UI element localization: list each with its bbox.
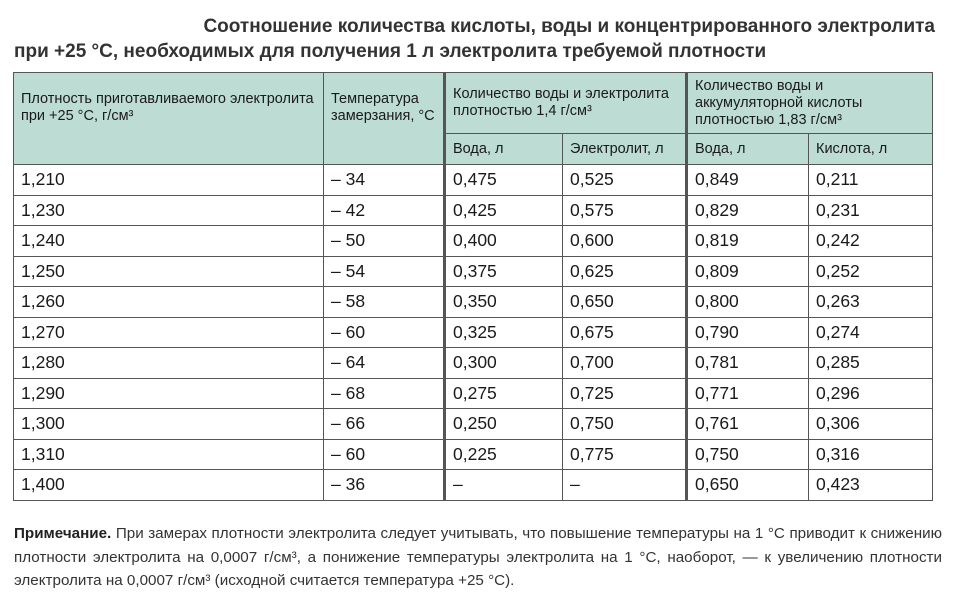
cell-acid: 0,242 <box>809 226 933 257</box>
table-row <box>14 256 933 287</box>
table-row <box>14 439 933 470</box>
cell-water-1: 0,225 <box>445 439 563 470</box>
cell-water-1: 0,325 <box>445 317 563 348</box>
note-text: При замерах плотности электролита следует учитывать, что повышение температуры на 1 °С приводит к снижению плотности электролита на 0,0007 г/см³, а понижение температуры электролита на 1 °С, наоборот, — к увеличению плотности электролита на 0,0007 г/см³ (исходной считается температура +25 °С). <box>14 525 942 589</box>
cell-electrolyte: 0,725 <box>563 378 687 409</box>
cell-freeze-temp: – 66 <box>324 409 445 440</box>
cell-water-2: 0,819 <box>687 226 809 257</box>
cell-acid: 0,231 <box>809 195 933 226</box>
header-electrolyte: Электролит, л <box>563 134 687 165</box>
cell-electrolyte: 0,600 <box>563 226 687 257</box>
cell-water-2: 0,800 <box>687 287 809 318</box>
cell-acid: 0,274 <box>809 317 933 348</box>
cell-electrolyte: 0,575 <box>563 195 687 226</box>
cell-acid: 0,296 <box>809 378 933 409</box>
table-row <box>14 409 933 440</box>
table-row <box>14 317 933 348</box>
header-group-water-electrolyte: Количество воды и электролита плотностью 1,4 г/см³ <box>445 73 687 134</box>
cell-density: 1,230 <box>14 195 324 226</box>
cell-acid: 0,211 <box>809 165 933 196</box>
cell-acid: 0,252 <box>809 256 933 287</box>
table-row <box>14 226 933 257</box>
table-row <box>14 470 933 501</box>
cell-water-2: 0,790 <box>687 317 809 348</box>
cell-freeze-temp: – 68 <box>324 378 445 409</box>
header-water-2: Вода, л <box>687 134 809 165</box>
cell-density: 1,280 <box>14 348 324 379</box>
cell-electrolyte: 0,750 <box>563 409 687 440</box>
cell-freeze-temp: – 34 <box>324 165 445 196</box>
cell-electrolyte: 0,700 <box>563 348 687 379</box>
cell-freeze-temp: – 60 <box>324 317 445 348</box>
cell-electrolyte: 0,625 <box>563 256 687 287</box>
cell-water-1: 0,275 <box>445 378 563 409</box>
cell-freeze-temp: – 58 <box>324 287 445 318</box>
cell-density: 1,400 <box>14 470 324 501</box>
cell-water-2: 0,650 <box>687 470 809 501</box>
cell-water-1: 0,475 <box>445 165 563 196</box>
cell-water-1: 0,425 <box>445 195 563 226</box>
table-row <box>14 287 933 318</box>
cell-freeze-temp: – 42 <box>324 195 445 226</box>
cell-electrolyte: 0,775 <box>563 439 687 470</box>
cell-water-1: 0,250 <box>445 409 563 440</box>
cell-acid: 0,306 <box>809 409 933 440</box>
title-line-1: Соотношение количества кислоты, воды и концентрированного электролита <box>203 16 935 37</box>
cell-electrolyte: 0,525 <box>563 165 687 196</box>
cell-density: 1,260 <box>14 287 324 318</box>
cell-density: 1,300 <box>14 409 324 440</box>
header-density: Плотность приготавливаемого электролита при +25 °С, г/см³ <box>14 73 324 165</box>
cell-freeze-temp: – 36 <box>324 470 445 501</box>
header-water-1: Вода, л <box>445 134 563 165</box>
table-row <box>14 378 933 409</box>
cell-freeze-temp: – 50 <box>324 226 445 257</box>
title-line-2: при +25 °С, необходимых для получения 1 л электролита требуемой плотности <box>14 41 767 62</box>
cell-density: 1,270 <box>14 317 324 348</box>
cell-density: 1,240 <box>14 226 324 257</box>
cell-acid: 0,316 <box>809 439 933 470</box>
electrolyte-table <box>13 72 933 501</box>
cell-water-2: 0,781 <box>687 348 809 379</box>
cell-water-2: 0,809 <box>687 256 809 287</box>
table-body <box>14 165 933 501</box>
cell-water-1: 0,400 <box>445 226 563 257</box>
cell-water-2: 0,829 <box>687 195 809 226</box>
page-title <box>0 14 940 64</box>
cell-water-2: 0,849 <box>687 165 809 196</box>
cell-density: 1,290 <box>14 378 324 409</box>
cell-water-2: 0,761 <box>687 409 809 440</box>
cell-water-2: 0,771 <box>687 378 809 409</box>
table-row <box>14 195 933 226</box>
cell-density: 1,250 <box>14 256 324 287</box>
note-label: Примечание. <box>14 525 112 542</box>
cell-density: 1,310 <box>14 439 324 470</box>
cell-freeze-temp: – 54 <box>324 256 445 287</box>
cell-freeze-temp: – 60 <box>324 439 445 470</box>
header-acid: Кислота, л <box>809 134 933 165</box>
header-group-water-acid: Количество воды и аккумуляторной кислоты плотностью 1,83 г/см³ <box>687 73 933 134</box>
header-freeze-temp: Температура замерзания, °С <box>324 73 445 165</box>
cell-freeze-temp: – 64 <box>324 348 445 379</box>
cell-density: 1,210 <box>14 165 324 196</box>
cell-electrolyte: 0,675 <box>563 317 687 348</box>
note <box>14 522 942 593</box>
cell-water-1: 0,300 <box>445 348 563 379</box>
cell-water-1: – <box>445 470 563 501</box>
cell-water-2: 0,750 <box>687 439 809 470</box>
table-row <box>14 165 933 196</box>
cell-electrolyte: 0,650 <box>563 287 687 318</box>
cell-water-1: 0,350 <box>445 287 563 318</box>
cell-acid: 0,263 <box>809 287 933 318</box>
cell-electrolyte: – <box>563 470 687 501</box>
cell-acid: 0,285 <box>809 348 933 379</box>
cell-acid: 0,423 <box>809 470 933 501</box>
table-row <box>14 348 933 379</box>
cell-water-1: 0,375 <box>445 256 563 287</box>
